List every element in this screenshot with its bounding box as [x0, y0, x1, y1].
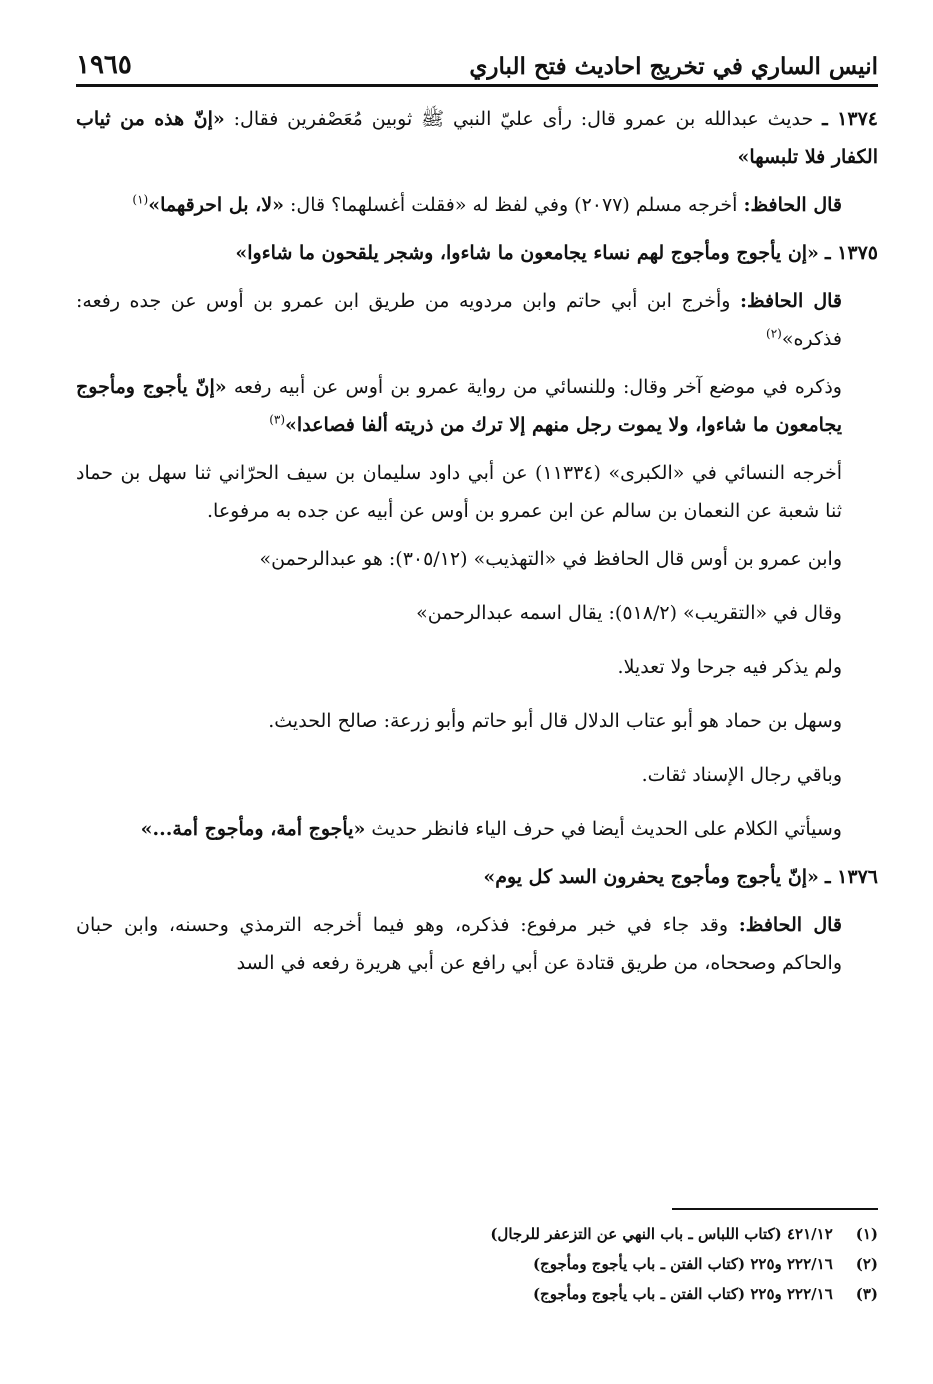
footnote-3: [76, 1282, 878, 1306]
footnote-ref-1: (١): [132, 192, 149, 207]
hafiz-comment-1376: [76, 906, 878, 982]
entry-number: ١٣٧٥ ـ: [824, 242, 878, 264]
cross-reference-text: وسيأتي الكلام على الحديث أيضا في حرف الياء فانظر حديث: [371, 818, 842, 840]
hafiz-text: وقد جاء في خبر مرفوع: فذكره، وهو فيما أخرجه الترمذي وحسنه، وابن حبان والحاكم وصححاه، من طريق قتادة عن أبي رافع عن أبي هريرة رفعه في السد: [76, 914, 842, 974]
entry-1374: [76, 100, 878, 176]
footnote-ref-3: (٣): [269, 412, 286, 427]
book-title: انيس الساري في تخريج احاديث فتح الباري: [469, 53, 878, 80]
mention-quote: «إنّ يأجوج ومأجوج يجامعون ما شاءوا، ولا يموت رجل منهم إلا ترك من ذريته ألفا فصاعدا»: [76, 376, 842, 436]
entry-1376: [76, 858, 878, 896]
hadith-text: «إن يأجوج ومأجوج لهم نساء يجامعون ما شاءوا، وشجر يلقحون ما شاءوا»: [235, 242, 819, 264]
footnote-number: (٢): [855, 1255, 878, 1273]
narrator-note-c: ولم يذكر فيه جرحا ولا تعديلا.: [617, 656, 842, 678]
entry-intro: حديث عبدالله بن عمرو قال: رأى عليّ النبي ﷺ ثوبين مُعَصْفرين فقال:: [233, 108, 814, 130]
footnote-2: [76, 1252, 878, 1276]
mention-text: وذكره في موضع آخر وقال: وللنسائي من رواية عمرو بن أوس عن أبيه رفعه: [233, 376, 842, 398]
hafiz-text: وأخرج ابن أبي حاتم وابن مردويه من طريق ابن عمرو بن أوس عن جده رفعه: فذكره»: [76, 290, 842, 350]
footnote-number: (١): [855, 1225, 878, 1243]
footnote-text: ٤٢١/١٢ (كتاب اللباس ـ باب النهي عن التزعفر للرجال): [490, 1225, 833, 1243]
narrator-note-b: وقال في «التقريب» (٥١٨/٢): يقال اسمه عبدالرحمن»: [416, 602, 842, 624]
hafiz-quote: «لا، بل احرقهما»: [148, 194, 284, 216]
hadith-text: «إنّ هذه من ثياب الكفار فلا تلبسها»: [76, 108, 878, 168]
mention-1375: [76, 368, 878, 444]
footnote-number: (٣): [855, 1285, 878, 1303]
narrator-note-e: وباقي رجال الإسناد ثقات.: [641, 764, 842, 786]
entry-number: ١٣٧٦ ـ: [824, 866, 878, 888]
entry-1375: [76, 234, 878, 272]
narrator-note-a: وابن عمرو بن أوس قال الحافظ في «التهذيب» (٣٠٥/١٢): هو عبدالرحمن»: [259, 548, 842, 570]
page-body: [76, 100, 878, 992]
entry-number: ١٣٧٤ ـ: [822, 108, 878, 130]
footnote-text: ٢٢٢/١٦ و٢٢٥ (كتاب الفتن ـ باب يأجوج ومأجوج): [532, 1255, 833, 1273]
hafiz-label: قال الحافظ:: [739, 290, 842, 312]
hafiz-label: قال الحافظ:: [743, 194, 842, 216]
takhrij-paragraph: أخرجه النسائي في «الكبرى» (١١٣٣٤) عن أبي داود سليمان بن سيف الحرّاني ثنا سهل بن حماد ثنا شعبة عن النعمان بن سالم عن ابن عمرو بن أوس عن أبيه عن جده به مرفوعا.: [76, 462, 842, 522]
page-header: [76, 40, 878, 80]
footnotes: [76, 1222, 878, 1312]
page-number: ١٩٦٥: [76, 50, 132, 80]
footnote-ref-2: (٢): [766, 326, 782, 341]
footnote-rule: [672, 1208, 878, 1210]
hafiz-label: قال الحافظ:: [738, 914, 843, 936]
footnote-text: ٢٢٢/١٦ و٢٢٥ (كتاب الفتن ـ باب يأجوج ومأجوج): [532, 1285, 833, 1303]
hafiz-text: أخرجه مسلم (٢٠٧٧) وفي لفظ له «فقلت أغسلهما؟ قال:: [290, 194, 738, 216]
narrator-note-d: وسهل بن حماد هو أبو عتاب الدلال قال أبو حاتم وأبو زرعة: صالح الحديث.: [268, 710, 842, 732]
header-rule: [76, 84, 878, 87]
footnote-1: [76, 1222, 878, 1246]
hafiz-comment-1374: [76, 186, 878, 224]
cross-reference: [76, 810, 878, 848]
hadith-text: «إنّ يأجوج ومأجوج يحفرون السد كل يوم»: [483, 866, 819, 888]
hafiz-comment-1375: [76, 282, 878, 358]
cross-reference-quote: «يأجوج أمة، ومأجوج أمة...»: [140, 818, 366, 840]
